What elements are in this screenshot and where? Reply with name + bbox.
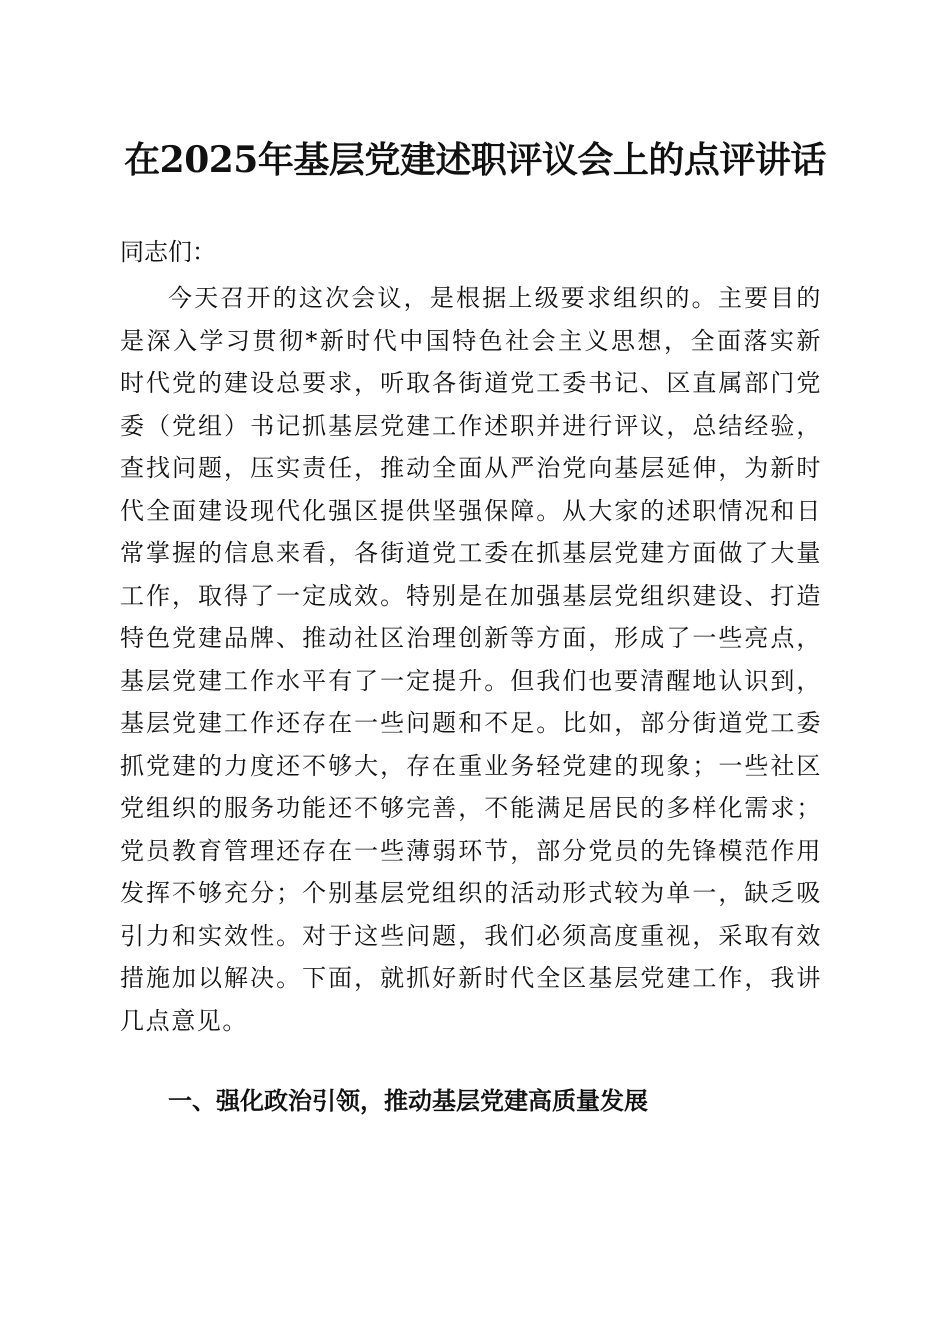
- body-paragraph: 今天召开的这次会议，是根据上级要求组织的。主要目的是深入学习贯彻*新时代中国特色社会主义思想，全面落实新时代党的建设总要求，听取各街道党工委书记、区直属部门党委（党组）书记抓基层党建工作述职并进行评议，总结经验，查找问题，压实责任，推动全面从严治党向基层延伸，为新时代全面建设现代化强区提供坚强保障。从大家的述职情况和日常掌握的信息来看，各街道党工委在抓基层党建方面做了大量工作，取得了一定成效。特别是在加强基层党组织建设、打造特色党建品牌、推动社区治理创新等方面，形成了一些亮点，基层党建工作水平有了一定提升。但我们也要清醒地认识到，基层党建工作还存在一些问题和不足。比如，部分街道党工委抓党建的力度还不够大，存在重业务轻党建的现象；一些社区党组织的服务功能还不够完善，不能满足居民的多样化需求；党员教育管理还存在一些薄弱环节，部分党员的先锋模范作用发挥不够充分；个别基层党组织的活动形式较为单一，缺乏吸引力和实效性。对于这些问题，我们必须高度重视，采取有效措施加以解决。下面，就抓好新时代全区基层党建工作，我讲几点意见。: [120, 284, 822, 1035]
- document-title: 在2025年基层党建述职评议会上的点评讲话: [124, 139, 826, 181]
- section-heading: 一、强化政治引领，推动基层党建高质量发展: [168, 1087, 648, 1115]
- salutation: 同志们：: [120, 238, 216, 266]
